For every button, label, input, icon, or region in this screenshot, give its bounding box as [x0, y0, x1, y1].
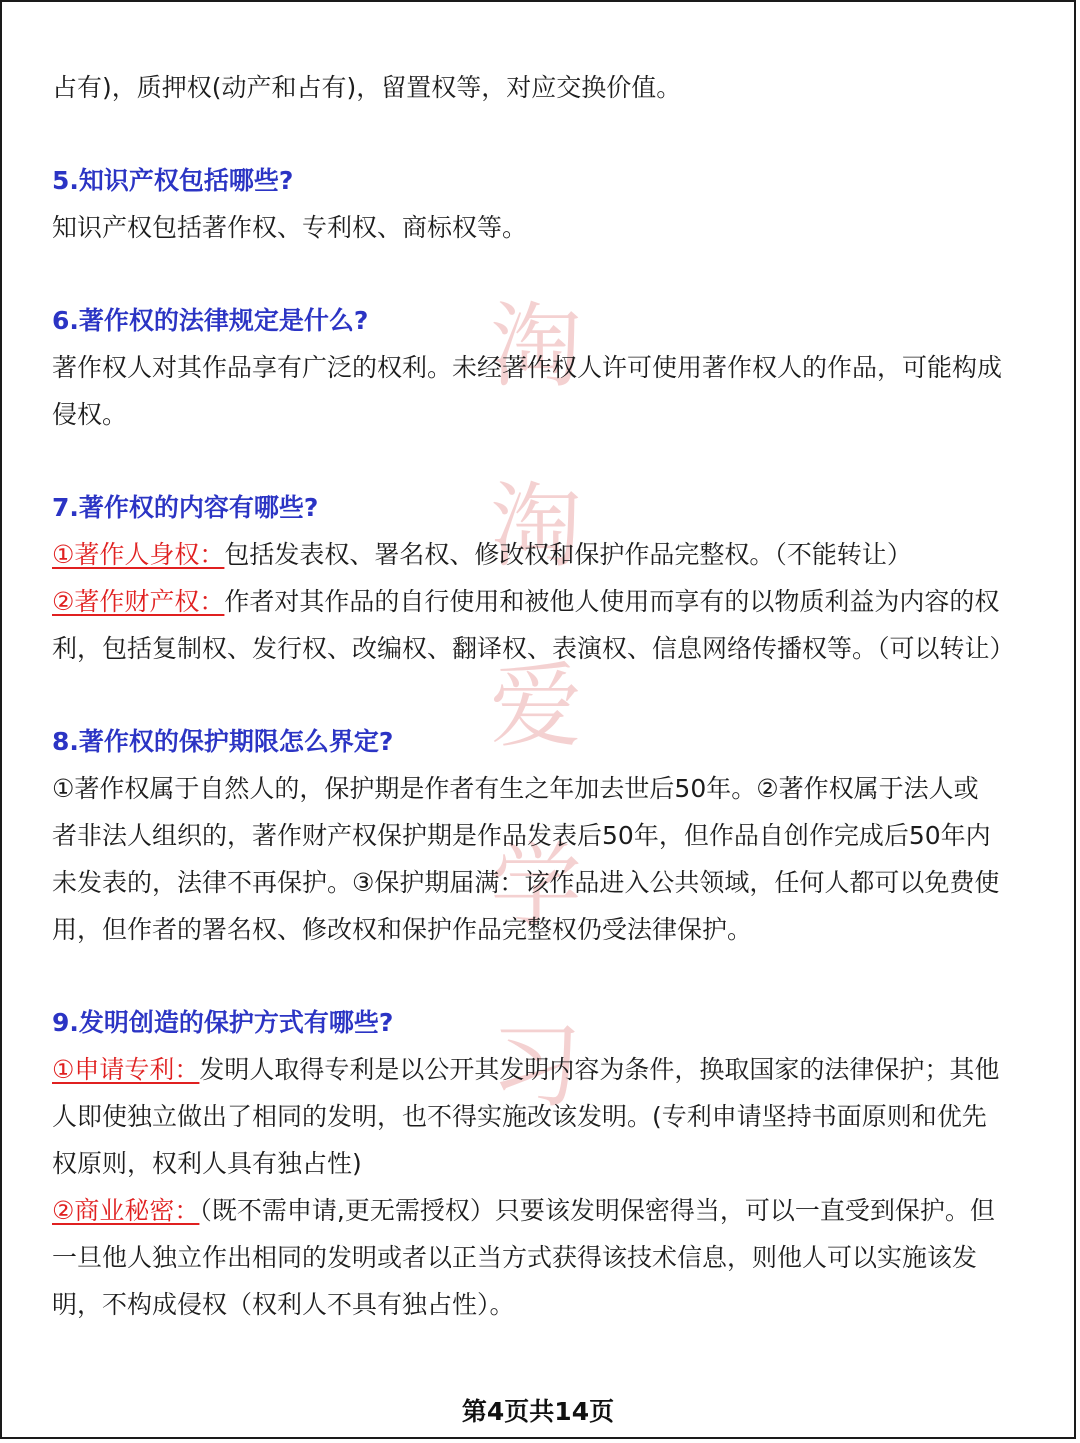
- item-text: （既不需申请,更无需授权）只要该发明保密得当，可以一直受到保护。但一旦他人独立作出相同的发明或者以正当方式获得该技术信息，则他人可以实施该发明，不构成侵权（权利人不具有独占性）。: [52, 1196, 995, 1319]
- question-6-answer: 著作权人对其作品享有广泛的权利。未经著作权人许可使用著作权人的作品，可能构成侵权。: [52, 353, 1003, 429]
- question-8-title: 8.著作权的保护期限怎么界定?: [52, 727, 394, 756]
- item-text: 包括发表权、署名权、修改权和保护作品完整权。（不能转让）: [224, 540, 912, 569]
- page-number: 第4页共14页: [461, 1397, 615, 1426]
- item-label-trade-secret: ②商业秘密：: [52, 1196, 200, 1225]
- watermark-char: 爱: [490, 653, 583, 760]
- watermark-char: 淘: [490, 293, 583, 400]
- item-text: 发明人取得专利是以公开其发明内容为条件，换取国家的法律保护；其他人即使独立做出了相同的发明，也不得实施改该发明。(专利申请坚持书面原则和优先权原则，权利人具有独占性): [52, 1055, 1000, 1178]
- question-7-item-2: [52, 578, 1015, 672]
- document-body: [52, 64, 1015, 1328]
- item-label-property-rights: ②著作财产权：: [52, 587, 225, 616]
- question-8-answer: ①著作权属于自然人的，保护期是作者有生之年加去世后50年。②著作权属于法人或者非法人组织的，著作财产权保护期是作品发表后50年，但作品自创作完成后50年内未发表的，法律不再保护。③保护期届满：该作品进入公共领域，任何人都可以免费使用，但作者的署名权、修改权和保护作品完整权仍受法律保护。: [52, 774, 1000, 944]
- question-9-title: 9.发明创造的保护方式有哪些?: [52, 1008, 394, 1037]
- question-6-title: 6.著作权的法律规定是什么?: [52, 306, 369, 335]
- intro-paragraph: 占有)，质押权(动产和占有)，留置权等，对应交换价值。: [52, 73, 682, 102]
- watermark-char: 习: [490, 1013, 583, 1120]
- question-5-title: 5.知识产权包括哪些?: [52, 166, 294, 195]
- watermark-char: 淘: [490, 473, 583, 580]
- question-7-item-1: [52, 531, 1002, 578]
- watermark-char: 学: [490, 833, 583, 940]
- question-9-item-2: [52, 1187, 1002, 1328]
- question-5-answer: 知识产权包括著作权、专利权、商标权等。: [52, 213, 528, 242]
- item-label-moral-rights: ①著作人身权：: [52, 540, 225, 569]
- question-9-item-1: [52, 1046, 1002, 1187]
- item-label-patent: ①申请专利：: [52, 1055, 200, 1084]
- item-text: 作者对其作品的自行使用和被他人使用而享有的以物质利益为内容的权利，包括复制权、发行权、改编权、翻译权、表演权、信息网络传播权等。（可以转让）: [52, 587, 1015, 663]
- question-7-title: 7.著作权的内容有哪些?: [52, 493, 319, 522]
